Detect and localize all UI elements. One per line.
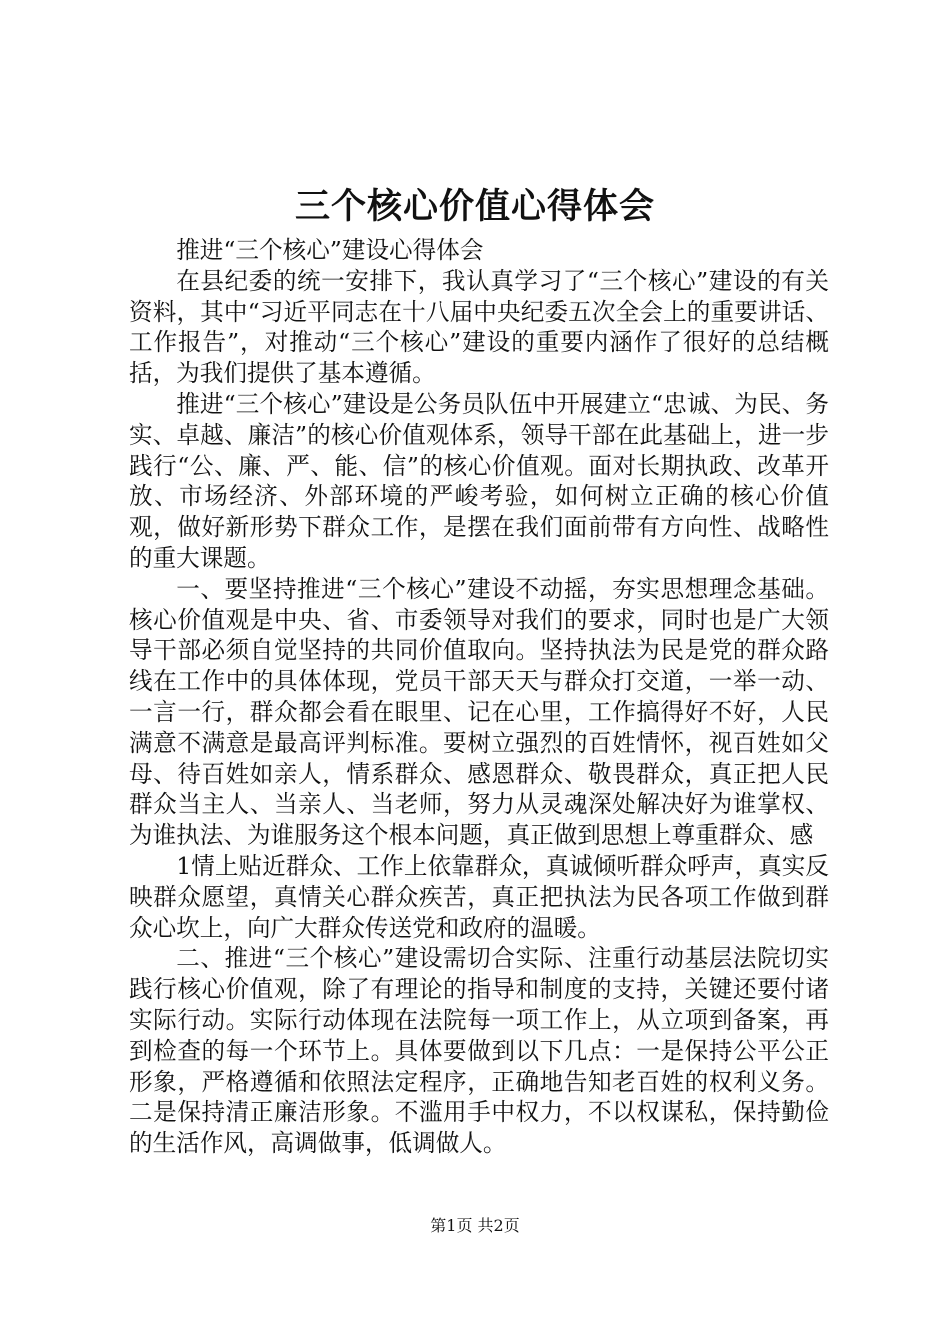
paragraph-section-two: 二、推进“三个核心”建设需切合实际、注重行动基层法院切实践行核心价值观，除了有理论的指导和制度的支持，关键还要付诸实际行动。实际行动体现在法院每一项工作上，从立项到备案，再到检查的每一个环节上。具体要做到以下几点：一是保持公平公正形象，严格遵循和依照法定程序，正确地告知老百姓的权利义务。二是保持清正廉洁形象。不滥用手中权力，不以权谋私，保持勤俭的生活作风，高调做事，低调做人。 [129,944,829,1158]
paragraph-values: 推进“三个核心”建设是公务员队伍中开展建立“忠诚、为民、务实、卓越、廉洁”的核心价值观体系，领导干部在此基础上，进一步践行“公、廉、严、能、信”的核心价值观。面对长期执政、改革开放、市场经济、外部环境的严峻考验，如何树立正确的核心价值观，做好新形势下群众工作，是摆在我们面前带有方向性、战略性的重大课题。 [129,389,829,572]
paragraph-intro: 在县纪委的统一安排下，我认真学习了“三个核心”建设的有关资料，其中“习近平同志在十八届中央纪委五次全会上的重要讲话、工作报告”，对推动“三个核心”建设的重要内涵作了很好的总结概括，为我们提供了基本遵循。 [129,266,829,388]
document-body [129,235,829,1159]
document-title: 三个核心价值心得体会 [294,186,655,227]
paragraph-subtitle: 推进“三个核心”建设心得体会 [176,236,484,264]
page-number-footer: 第1页 共2页 [430,1216,520,1235]
paragraph-section-one-continued: 1情上贴近群众、工作上依靠群众，真诚倾听群众呼声，真实反映群众愿望，真情关心群众疾苦，真正把执法为民各项工作做到群众心坎上，向广大群众传送党和政府的温暖。 [129,851,829,942]
paragraph-section-one: 一、要坚持推进“三个核心”建设不动摇，夯实思想理念基础。核心价值观是中央、省、市委领导对我们的要求，同时也是广大领导干部必须自觉坚持的共同价值取向。坚持执法为民是党的群众路线在工作中的具体体现，党员干部天天与群众打交道，一举一动、一言一行，群众都会看在眼里、记在心里，工作搞得好不好，人民满意不满意是最高评判标准。要树立强烈的百姓情怀，视百姓如父母、待百姓如亲人，情系群众、感恩群众、敬畏群众，真正把人民群众当主人、当亲人、当老师，努力从灵魂深处解决好为谁掌权、为谁执法、为谁服务这个根本问题，真正做到思想上尊重群众、感 [129,574,829,850]
